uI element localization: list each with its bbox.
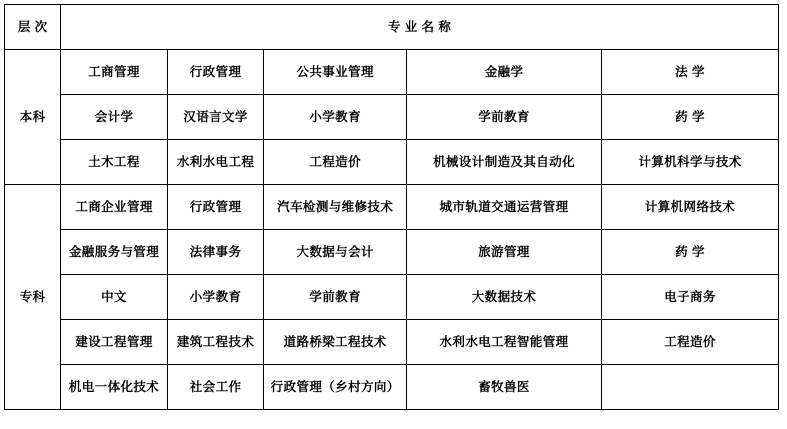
major-cell: 小学教育 <box>264 95 407 140</box>
major-cell: 建筑工程技术 <box>167 320 263 365</box>
major-cell: 汽车检测与维修技术 <box>264 185 407 230</box>
major-cell: 道路桥梁工程技术 <box>264 320 407 365</box>
table-row <box>5 50 779 95</box>
major-cell: 电子商务 <box>602 275 779 320</box>
major-cell: 行政管理（乡村方向） <box>264 365 407 410</box>
table-row <box>5 185 779 230</box>
table-row <box>5 140 779 185</box>
major-cell: 学前教育 <box>407 95 602 140</box>
major-cell: 金融学 <box>407 50 602 95</box>
major-cell: 行政管理 <box>167 50 263 95</box>
table-row <box>5 95 779 140</box>
table-row <box>5 320 779 365</box>
major-cell: 法 学 <box>602 50 779 95</box>
major-cell: 大数据技术 <box>407 275 602 320</box>
header-level: 层 次 <box>5 5 61 50</box>
table-row <box>5 230 779 275</box>
major-cell: 工商企业管理 <box>61 185 168 230</box>
major-cell: 水利水电工程 <box>167 140 263 185</box>
document-page <box>0 4 787 429</box>
level-cell-undergraduate: 本科 <box>5 50 61 185</box>
table-header-row <box>5 5 779 50</box>
major-cell: 金融服务与管理 <box>61 230 168 275</box>
major-cell: 城市轨道交通运营管理 <box>407 185 602 230</box>
major-cell: 药 学 <box>602 95 779 140</box>
major-cell: 汉语言文学 <box>167 95 263 140</box>
major-cell: 畜牧兽医 <box>407 365 602 410</box>
header-major: 专 业 名 称 <box>61 5 779 50</box>
major-cell: 机电一体化技术 <box>61 365 168 410</box>
table-row <box>5 275 779 320</box>
major-cell: 学前教育 <box>264 275 407 320</box>
level-cell-college: 专科 <box>5 185 61 410</box>
major-cell: 会计学 <box>61 95 168 140</box>
major-cell: 工商管理 <box>61 50 168 95</box>
major-cell: 药 学 <box>602 230 779 275</box>
major-cell: 计算机网络技术 <box>602 185 779 230</box>
major-cell: 大数据与会计 <box>264 230 407 275</box>
major-cell-empty <box>602 365 779 410</box>
major-cell: 行政管理 <box>167 185 263 230</box>
table-row <box>5 365 779 410</box>
major-cell: 土木工程 <box>61 140 168 185</box>
major-cell: 小学教育 <box>167 275 263 320</box>
major-cell: 水利水电工程智能管理 <box>407 320 602 365</box>
major-cell: 工程造价 <box>264 140 407 185</box>
major-cell: 中文 <box>61 275 168 320</box>
major-cell: 公共事业管理 <box>264 50 407 95</box>
major-cell: 法律事务 <box>167 230 263 275</box>
major-cell: 社会工作 <box>167 365 263 410</box>
major-cell: 计算机科学与技术 <box>602 140 779 185</box>
major-cell: 建设工程管理 <box>61 320 168 365</box>
major-cell: 旅游管理 <box>407 230 602 275</box>
major-list-table <box>4 4 779 410</box>
major-cell: 机械设计制造及其自动化 <box>407 140 602 185</box>
major-cell: 工程造价 <box>602 320 779 365</box>
